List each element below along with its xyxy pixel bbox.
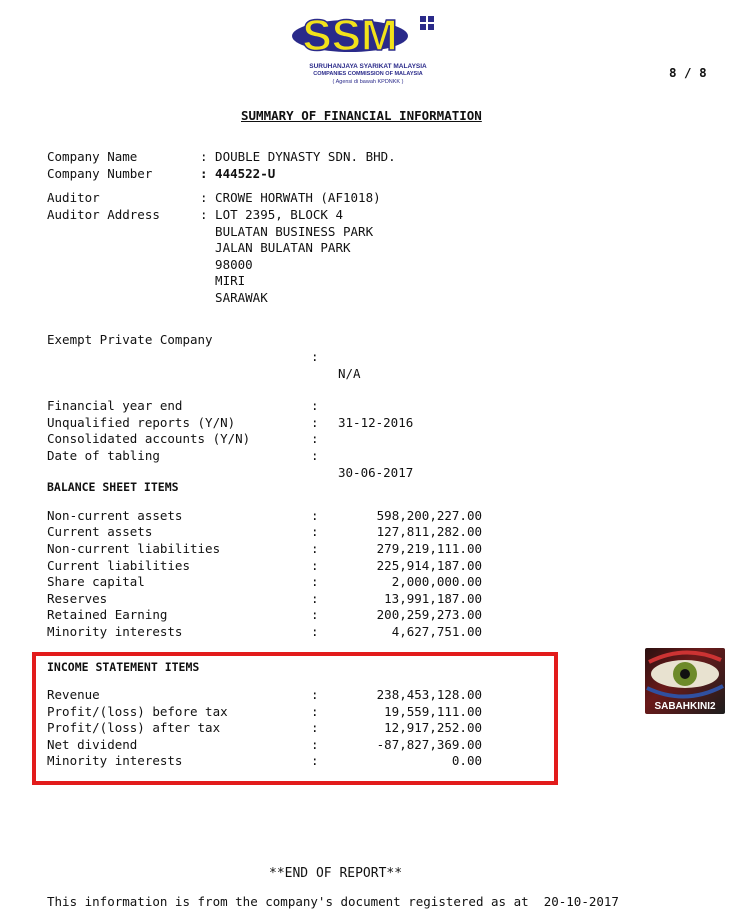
income-row: Revenue : 238,453,128.00 [47, 687, 482, 702]
income-value: -87,827,369.00 [376, 737, 482, 752]
balance-sheet-heading: BALANCE SHEET ITEMS [47, 480, 179, 494]
income-label: Revenue [47, 687, 100, 702]
auditor-address-line: : LOT 2395, BLOCK 4 [200, 207, 343, 222]
filing-value: 31-12-2016 [338, 415, 414, 430]
auditor-address-line: MIRI [200, 273, 246, 288]
balance-row: Current assets : 127,811,282.00 [47, 524, 482, 539]
logo-text: SSM [302, 11, 398, 60]
org-agency: ( Agensi di bawah KPDNKK ) [332, 79, 404, 85]
balance-label: Retained Earning [47, 607, 168, 622]
filing-value: 30-06-2017 [338, 465, 414, 480]
balance-value: 13,991,187.00 [384, 591, 482, 606]
eye-icon [645, 648, 725, 700]
balance-value: 2,000,000.00 [391, 574, 482, 589]
balance-value: 200,259,273.00 [376, 607, 482, 622]
watermark-text: SABAHKINI2 [654, 701, 716, 712]
income-statement-heading: INCOME STATEMENT ITEMS [47, 660, 200, 674]
income-label: Net dividend [47, 737, 138, 752]
income-label: Profit/(loss) after tax [47, 720, 221, 735]
income-value: 12,917,252.00 [384, 720, 482, 735]
balance-value: 279,219,111.00 [376, 541, 482, 556]
filing-label: Unqualified reports (Y/N) [47, 415, 236, 430]
income-value: 238,453,128.00 [376, 687, 482, 702]
income-row: Net dividend : -87,827,369.00 [47, 737, 482, 752]
balance-row: Share capital : 2,000,000.00 [47, 574, 482, 589]
company-number-label: Company Number [47, 166, 153, 181]
balance-value: 225,914,187.00 [376, 558, 482, 573]
balance-row: Non-current assets : 598,200,227.00 [47, 508, 482, 523]
balance-label: Non-current assets [47, 508, 183, 523]
filing-row: Date of tabling : 30-06-2017 [47, 448, 414, 480]
filing-label: Date of tabling [47, 448, 160, 463]
balance-label: Minority interests [47, 624, 183, 639]
watermark-badge [645, 648, 725, 714]
balance-label: Share capital [47, 574, 145, 589]
company-name: : DOUBLE DYNASTY SDN. BHD. [200, 149, 396, 164]
income-row: Profit/(loss) before tax : 19,559,111.00 [47, 704, 482, 719]
balance-label: Current liabilities [47, 558, 190, 573]
org-name-en: COMPANIES COMMISSION OF MALAYSIA [313, 71, 423, 77]
auditor-address-line: SARAWAK [200, 290, 268, 305]
balance-label: Non-current liabilities [47, 541, 221, 556]
footer-note: This information is from the company's document registered as at 20-10-2017 [47, 894, 619, 909]
filing-row: Financial year end : 31-12-2016 [47, 398, 414, 430]
auditor-address-line: 98000 [200, 257, 253, 272]
balance-row: Reserves : 13,991,187.00 [47, 591, 482, 606]
filing-label: Consolidated accounts (Y/N) [47, 431, 251, 446]
filing-row: Consolidated accounts (Y/N) : [47, 431, 319, 446]
exempt-label: Exempt Private Company [47, 332, 213, 347]
balance-row: Non-current liabilities : 279,219,111.00 [47, 541, 482, 556]
auditor: : CROWE HORWATH (AF1018) [200, 190, 381, 205]
exempt-row: Exempt Private Company : N/A [47, 332, 361, 381]
balance-value: 598,200,227.00 [376, 508, 482, 523]
org-name: SURUHANJAYA SYARIKAT MALAYSIA [309, 63, 427, 70]
income-value: 19,559,111.00 [384, 704, 482, 719]
company-number: : 444522-U [200, 166, 276, 181]
ssm-logo [288, 10, 448, 90]
filing-label: Financial year end [47, 398, 183, 413]
page-number: 8 / 8 [669, 65, 707, 80]
income-label: Profit/(loss) before tax [47, 704, 228, 719]
balance-value: 4,627,751.00 [391, 624, 482, 639]
income-value: 0.00 [451, 753, 482, 768]
auditor-label: Auditor [47, 190, 100, 205]
filing-row: Unqualified reports (Y/N) : [47, 415, 319, 430]
page-title: SUMMARY OF FINANCIAL INFORMATION [241, 108, 482, 123]
balance-label: Current assets [47, 524, 153, 539]
income-row: Profit/(loss) after tax : 12,917,252.00 [47, 720, 482, 735]
balance-row: Retained Earning : 200,259,273.00 [47, 607, 482, 622]
balance-value: 127,811,282.00 [376, 524, 482, 539]
balance-label: Reserves [47, 591, 108, 606]
income-row: Minority interests : 0.00 [47, 753, 482, 768]
balance-row: Minority interests : 4,627,751.00 [47, 624, 482, 639]
auditor-address-line: JALAN BULATAN PARK [200, 240, 351, 255]
income-label: Minority interests [47, 753, 183, 768]
exempt-value: N/A [338, 366, 361, 381]
end-of-report: **END OF REPORT** [269, 866, 403, 881]
company-name-label: Company Name [47, 149, 138, 164]
balance-row: Current liabilities : 225,914,187.00 [47, 558, 482, 573]
auditor-address-line: BULATAN BUSINESS PARK [200, 224, 374, 239]
auditor-address-label: Auditor Address [47, 207, 160, 222]
